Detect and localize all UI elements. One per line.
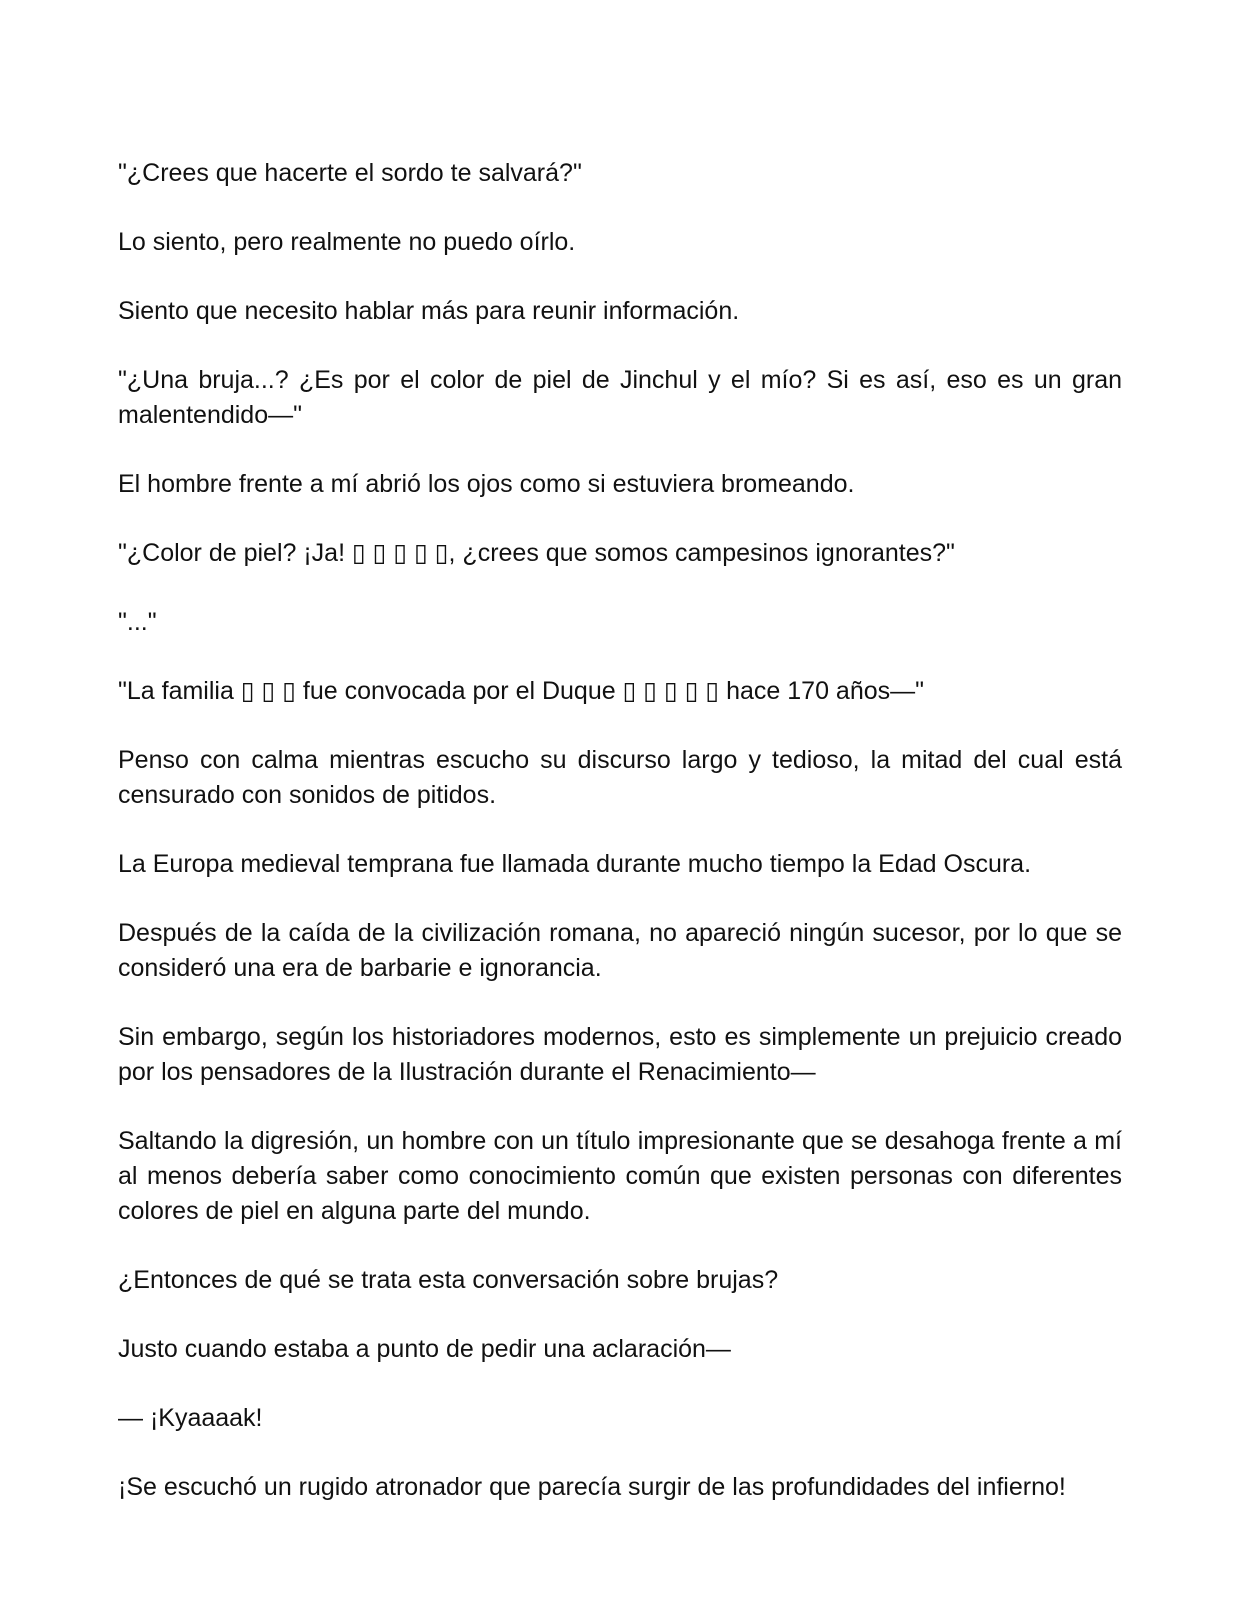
paragraph: "¿Una bruja...? ¿Es por el color de piel de Jinchul y el mío? Si es así, eso es un gran malentendido—" xyxy=(118,366,1122,429)
paragraph: Justo cuando estaba a punto de pedir una aclaración— xyxy=(118,1335,731,1363)
paragraph: Sin embargo, según los historiadores modernos, esto es simplemente un prejuicio creado por los pensadores de la Ilustración durante el Renacimiento— xyxy=(118,1023,1122,1086)
paragraph: ¡Se escuchó un rugido atronador que parecía surgir de las profundidades del infierno! xyxy=(118,1473,1066,1501)
paragraph: "..." xyxy=(118,608,157,636)
paragraph: "La familia ▯ ▯ ▯ fue convocada por el Duque ▯ ▯ ▯ ▯ ▯ hace 170 años—" xyxy=(118,677,925,705)
paragraph: Lo siento, pero realmente no puedo oírlo. xyxy=(118,228,576,256)
paragraph: "¿Color de piel? ¡Ja! ▯ ▯ ▯ ▯ ▯, ¿crees que somos campesinos ignorantes?" xyxy=(118,539,955,567)
paragraph: ¿Entonces de qué se trata esta conversación sobre brujas? xyxy=(118,1266,779,1294)
document-page xyxy=(118,156,1122,1539)
paragraph: Saltando la digresión, un hombre con un título impresionante que se desahoga frente a mí al menos debería saber como conocimiento común que existen personas con diferentes colores de piel en alguna parte del mundo. xyxy=(118,1127,1122,1225)
paragraph: Siento que necesito hablar más para reunir información. xyxy=(118,297,740,325)
paragraph: El hombre frente a mí abrió los ojos como si estuviera bromeando. xyxy=(118,470,855,498)
paragraph: "¿Crees que hacerte el sordo te salvará?" xyxy=(118,159,582,187)
paragraph: — ¡Kyaaaak! xyxy=(118,1404,263,1432)
paragraph: Penso con calma mientras escucho su discurso largo y tedioso, la mitad del cual está censurado con sonidos de pitidos. xyxy=(118,746,1122,809)
paragraph: La Europa medieval temprana fue llamada durante mucho tiempo la Edad Oscura. xyxy=(118,850,1032,878)
paragraph: Después de la caída de la civilización romana, no apareció ningún sucesor, por lo que se consideró una era de barbarie e ignorancia. xyxy=(118,919,1122,982)
